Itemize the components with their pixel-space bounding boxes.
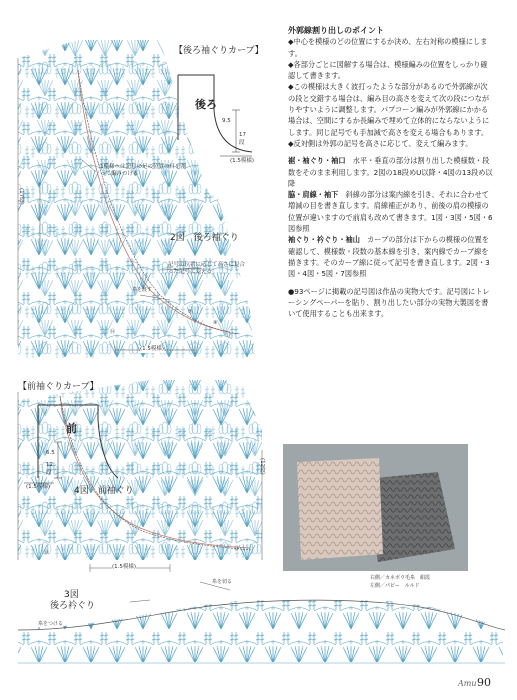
swatch-illustration: [283, 444, 468, 571]
subheading: 脇・肩線・袖下: [288, 190, 339, 200]
row-marker: ⑬: [234, 546, 240, 552]
back-side-rows: (17段): [18, 188, 24, 205]
front-dim-width: (1.5模様): [26, 484, 51, 490]
instruction-text: [288, 25, 494, 319]
paragraph: ◆反対側は外郭の記号を高さに応じて、変えて編みます。: [288, 138, 473, 148]
photo-caption-2: 左側／パピー ルルド: [370, 583, 420, 589]
fig2-width: (1.5模様): [140, 346, 165, 352]
fig2-note: 記号の位置に応じて高さに見合った記号に変える: [168, 262, 246, 275]
section-title: 外郭線割り出しのポイント: [288, 26, 384, 35]
paragraph: [288, 155, 494, 189]
attach-yarn-label: 糸をつける: [38, 621, 64, 627]
paragraph-body: カーブの部分は下からの模様の位置を確認して、模様数・段数の基本線を引き、案内線でカーブ線を描きます。そのカーブ線に従って記号を書き直します。2図・3図・4図・5図・7図参照: [288, 235, 490, 279]
back-label: 後ろ: [195, 98, 217, 111]
subheading: 裾・袖ぐり・袖口: [288, 156, 346, 166]
row-marker: ⑱: [44, 550, 50, 556]
back-dim-1: 9.5: [222, 118, 231, 124]
row-marker: ⑦: [188, 309, 193, 315]
back-dim-3: 段: [239, 140, 245, 146]
front-label: 前: [66, 422, 77, 435]
front-dim-2: 12: [46, 462, 53, 468]
fig3-caption-2: 後ろ衿ぐり: [50, 601, 96, 611]
cut-yarn-label: 糸を切る: [212, 579, 233, 585]
paragraph: [288, 234, 494, 279]
paragraph: ◆各部分ごとに図解する場合は、模様編みの位置をしっかり確認して書きます。: [288, 59, 488, 81]
fig4-width: (1.5模様): [112, 564, 137, 570]
row-marker: ⑬: [226, 333, 232, 339]
back-note: 1模様へは記号の足の位置の目を割って編みつける: [100, 164, 187, 177]
front-dim-3: 段: [46, 470, 52, 476]
back-sleeve-curve-title: 【後ろ袖ぐりカーブ】: [174, 46, 264, 56]
row-marker: ⑨: [213, 320, 218, 326]
front-sleeve-curve-title: 【前袖ぐりカーブ】: [18, 382, 99, 392]
fig4-caption: 4図 前袖ぐり: [74, 486, 134, 496]
paragraph: [288, 189, 494, 234]
photo-caption-1: 右側／カネボウ毛糸 絹霞: [370, 575, 431, 581]
back-dim-2: 17: [239, 132, 246, 138]
paragraph-body: 水平・垂直の部分は割り出した模様数・段数をそのまま利用します。2図の18段めU以降・4図の13段め以降: [288, 156, 493, 188]
magazine-logo: Amu: [458, 679, 477, 688]
paragraph: ●93ページに掲載の記号図は作品の実物大です。記号図にトレーシングペーパーを貼り、割り出したい部分の実物大製図を書いて使用することも出来ます。: [288, 286, 490, 319]
front-side-rows: (12段): [259, 458, 265, 475]
paragraph: ◆この模様は大きく波打ったような部分があるので外郭線が次の段と交錯する場合は、編み目の高さを変えて次の段につながりやすいように調整します。パプコーン編みが外郭線にかかる場合は、空間にするか長編みで埋めて立体的にならないようにします。同じ記号でも手加減で高さを変える場合もあります。: [288, 82, 490, 137]
paragraph: ◆中心を模様のどの位置にするか決め、左右対称の模様にします。: [288, 37, 488, 58]
front-dim-1: 6.5: [46, 450, 55, 456]
paragraph-body: 斜線の部分は案内線を引き、それに合わせて増減の目を書き直します。肩線補正があり、前後の肩の模様の位置が違いますので前肩も改めて書きます。1図・3図・5図・6図参照: [288, 190, 493, 234]
back-dim-width: (1.5模様): [230, 158, 255, 164]
yarn-swatch-photo: [283, 444, 468, 571]
subheading: 袖ぐり・衿ぐり・袖山: [288, 235, 360, 245]
yarn-join-label: 糸を渡す: [132, 287, 153, 293]
fig3-caption-1: 3図: [64, 590, 79, 600]
row-marker: ⑭: [110, 329, 116, 335]
page-number: 90: [477, 676, 491, 689]
fig2-caption: 2図 後ろ袖ぐり: [170, 233, 239, 243]
